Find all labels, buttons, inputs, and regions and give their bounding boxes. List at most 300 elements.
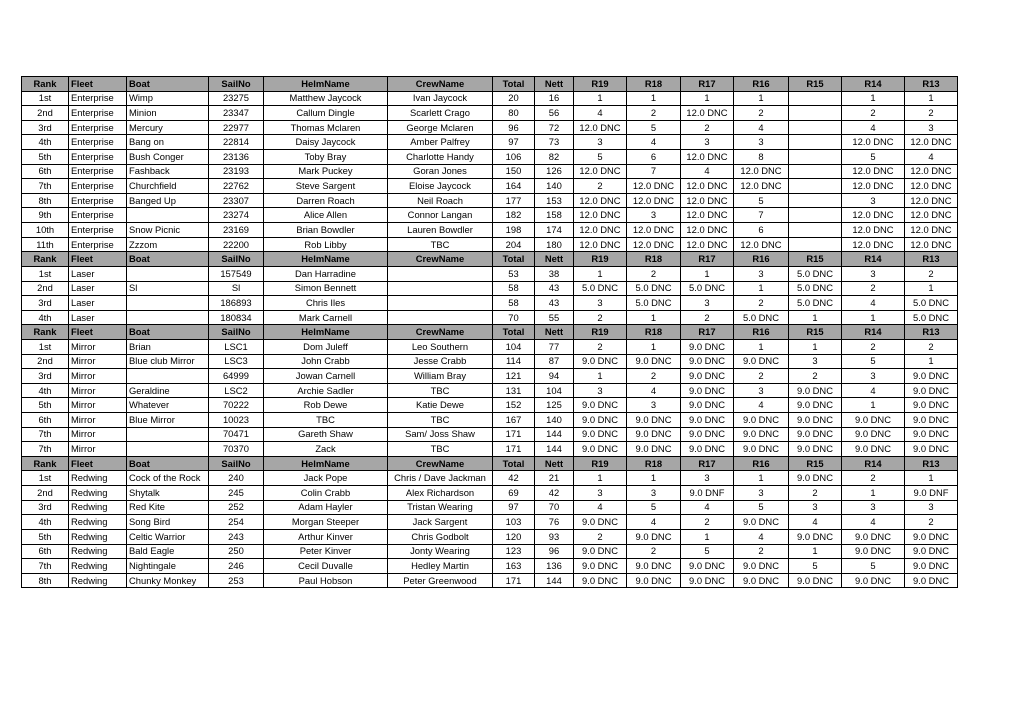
header-cell-sail-no: SailNo	[209, 77, 264, 92]
nett-cell: 144	[535, 573, 574, 588]
r18-cell: 5	[627, 120, 681, 135]
fleet-cell: Enterprise	[69, 208, 127, 223]
boat-cell: Minion	[127, 106, 209, 121]
rank-cell: 11th	[22, 237, 69, 252]
helm-name-cell: Jack Pope	[264, 471, 388, 486]
header-cell-crew-name: CrewName	[388, 325, 493, 340]
r16-cell: 9.0 DNC	[734, 515, 789, 530]
nett-cell: 104	[535, 383, 574, 398]
result-row	[22, 135, 958, 150]
crew-name-cell	[388, 296, 493, 311]
r14-cell: 2	[842, 106, 905, 121]
total-cell: 182	[493, 208, 535, 223]
r13-cell: 9.0 DNC	[905, 369, 958, 384]
r18-cell: 12.0 DNC	[627, 223, 681, 238]
header-cell-r14: R14	[842, 456, 905, 471]
fleet-cell: Redwing	[69, 573, 127, 588]
r13-cell: 12.0 DNC	[905, 223, 958, 238]
total-cell: 204	[493, 237, 535, 252]
helm-name-cell: Peter Kinver	[264, 544, 388, 559]
crew-name-cell: TBC	[388, 442, 493, 457]
helm-name-cell: Cecil Duvalle	[264, 559, 388, 574]
helm-name-cell: Dom Juleff	[264, 339, 388, 354]
r18-cell: 9.0 DNC	[627, 354, 681, 369]
header-cell-nett: Nett	[535, 325, 574, 340]
r14-cell: 5	[842, 150, 905, 165]
header-cell-rank: Rank	[22, 77, 69, 92]
rank-cell: 4th	[22, 310, 69, 325]
header-row-enterprise	[22, 77, 958, 92]
r16-cell: 2	[734, 369, 789, 384]
header-cell-helm-name: HelmName	[264, 456, 388, 471]
r14-cell: 2	[842, 339, 905, 354]
result-row	[22, 354, 958, 369]
result-row	[22, 164, 958, 179]
total-cell: 97	[493, 500, 535, 515]
sail-no-cell: 22200	[209, 237, 264, 252]
result-row	[22, 193, 958, 208]
sail-no-cell: 240	[209, 471, 264, 486]
boat-cell: Cock of the Rock	[127, 471, 209, 486]
r19-cell: 3	[574, 383, 627, 398]
fleet-cell: Mirror	[69, 339, 127, 354]
r14-cell: 9.0 DNC	[842, 544, 905, 559]
r14-cell: 12.0 DNC	[842, 208, 905, 223]
r17-cell: 4	[681, 164, 734, 179]
header-cell-r19: R19	[574, 456, 627, 471]
nett-cell: 136	[535, 559, 574, 574]
r14-cell: 2	[842, 471, 905, 486]
fleet-cell: Enterprise	[69, 150, 127, 165]
sail-no-cell: 10023	[209, 413, 264, 428]
rank-cell: 6th	[22, 544, 69, 559]
r13-cell: 2	[905, 339, 958, 354]
r17-cell: 9.0 DNC	[681, 383, 734, 398]
sail-no-cell: LSC2	[209, 383, 264, 398]
header-cell-r17: R17	[681, 77, 734, 92]
r17-cell: 9.0 DNC	[681, 339, 734, 354]
fleet-cell: Mirror	[69, 427, 127, 442]
header-cell-r14: R14	[842, 252, 905, 267]
header-cell-total: Total	[493, 77, 535, 92]
crew-name-cell: TBC	[388, 237, 493, 252]
fleet-cell: Mirror	[69, 413, 127, 428]
crew-name-cell: Tristan Wearing	[388, 500, 493, 515]
crew-name-cell: Eloise Jaycock	[388, 179, 493, 194]
rank-cell: 9th	[22, 208, 69, 223]
r18-cell: 2	[627, 106, 681, 121]
r17-cell: 1	[681, 529, 734, 544]
nett-cell: 158	[535, 208, 574, 223]
crew-name-cell: Charlotte Handy	[388, 150, 493, 165]
total-cell: 167	[493, 413, 535, 428]
boat-cell	[127, 208, 209, 223]
nett-cell: 72	[535, 120, 574, 135]
r18-cell: 5.0 DNC	[627, 296, 681, 311]
r14-cell: 4	[842, 515, 905, 530]
helm-name-cell: Adam Hayler	[264, 500, 388, 515]
crew-name-cell	[388, 310, 493, 325]
r15-cell: 1	[789, 310, 842, 325]
r14-cell: 9.0 DNC	[842, 413, 905, 428]
r13-cell: 5.0 DNC	[905, 310, 958, 325]
nett-cell: 96	[535, 544, 574, 559]
r16-cell: 9.0 DNC	[734, 442, 789, 457]
r15-cell: 2	[789, 486, 842, 501]
boat-cell	[127, 310, 209, 325]
r13-cell: 12.0 DNC	[905, 135, 958, 150]
sail-no-cell: 157549	[209, 266, 264, 281]
r19-cell: 9.0 DNC	[574, 427, 627, 442]
r17-cell: 9.0 DNC	[681, 573, 734, 588]
helm-name-cell: Paul Hobson	[264, 573, 388, 588]
r16-cell: 2	[734, 296, 789, 311]
header-cell-r18: R18	[627, 456, 681, 471]
r19-cell: 9.0 DNC	[574, 413, 627, 428]
helm-name-cell: Mark Carnell	[264, 310, 388, 325]
r15-cell	[789, 237, 842, 252]
crew-name-cell: Peter Greenwood	[388, 573, 493, 588]
helm-name-cell: Colin Crabb	[264, 486, 388, 501]
header-cell-r13: R13	[905, 325, 958, 340]
r15-cell: 5.0 DNC	[789, 266, 842, 281]
total-cell: 198	[493, 223, 535, 238]
total-cell: 96	[493, 120, 535, 135]
header-cell-r15: R15	[789, 456, 842, 471]
r15-cell	[789, 208, 842, 223]
rank-cell: 6th	[22, 413, 69, 428]
sail-no-cell: 70222	[209, 398, 264, 413]
header-row-mirror	[22, 325, 958, 340]
r16-cell: 1	[734, 339, 789, 354]
r15-cell	[789, 179, 842, 194]
fleet-cell: Laser	[69, 296, 127, 311]
r19-cell: 9.0 DNC	[574, 515, 627, 530]
header-cell-total: Total	[493, 456, 535, 471]
boat-cell: Shytalk	[127, 486, 209, 501]
header-cell-fleet: Fleet	[69, 456, 127, 471]
header-row-redwing	[22, 456, 958, 471]
total-cell: 121	[493, 369, 535, 384]
results-table	[21, 76, 958, 588]
total-cell: 152	[493, 398, 535, 413]
r14-cell: 12.0 DNC	[842, 237, 905, 252]
crew-name-cell: Jack Sargent	[388, 515, 493, 530]
r14-cell: 9.0 DNC	[842, 427, 905, 442]
r13-cell: 3	[905, 120, 958, 135]
r18-cell: 3	[627, 208, 681, 223]
result-row	[22, 573, 958, 588]
crew-name-cell: TBC	[388, 383, 493, 398]
header-cell-r18: R18	[627, 252, 681, 267]
nett-cell: 174	[535, 223, 574, 238]
header-cell-boat: Boat	[127, 456, 209, 471]
r15-cell: 1	[789, 339, 842, 354]
r19-cell: 1	[574, 369, 627, 384]
nett-cell: 180	[535, 237, 574, 252]
result-row	[22, 398, 958, 413]
result-row	[22, 91, 958, 106]
r17-cell: 12.0 DNC	[681, 237, 734, 252]
rank-cell: 6th	[22, 164, 69, 179]
r16-cell: 1	[734, 471, 789, 486]
crew-name-cell: Neil Roach	[388, 193, 493, 208]
r15-cell	[789, 193, 842, 208]
helm-name-cell: Dan Harradine	[264, 266, 388, 281]
r19-cell: 9.0 DNC	[574, 573, 627, 588]
r15-cell: 5.0 DNC	[789, 281, 842, 296]
header-cell-boat: Boat	[127, 252, 209, 267]
nett-cell: 144	[535, 442, 574, 457]
header-cell-r13: R13	[905, 252, 958, 267]
r17-cell: 5.0 DNC	[681, 281, 734, 296]
result-row	[22, 150, 958, 165]
nett-cell: 76	[535, 515, 574, 530]
r14-cell: 9.0 DNC	[842, 573, 905, 588]
boat-cell: Wimp	[127, 91, 209, 106]
r18-cell: 9.0 DNC	[627, 427, 681, 442]
r14-cell: 2	[842, 281, 905, 296]
r18-cell: 4	[627, 515, 681, 530]
r13-cell: 3	[905, 500, 958, 515]
r16-cell: 9.0 DNC	[734, 427, 789, 442]
r15-cell: 4	[789, 515, 842, 530]
r13-cell: 2	[905, 266, 958, 281]
crew-name-cell: Chris Godbolt	[388, 529, 493, 544]
boat-cell: Fashback	[127, 164, 209, 179]
r16-cell: 4	[734, 398, 789, 413]
r17-cell: 3	[681, 296, 734, 311]
boat-cell: Celtic Warrior	[127, 529, 209, 544]
header-cell-helm-name: HelmName	[264, 252, 388, 267]
result-row	[22, 266, 958, 281]
header-cell-sail-no: SailNo	[209, 456, 264, 471]
r18-cell: 9.0 DNC	[627, 413, 681, 428]
r18-cell: 1	[627, 471, 681, 486]
boat-cell	[127, 442, 209, 457]
result-row	[22, 515, 958, 530]
header-row-laser	[22, 252, 958, 267]
result-row	[22, 529, 958, 544]
nett-cell: 55	[535, 310, 574, 325]
boat-cell: Red Kite	[127, 500, 209, 515]
total-cell: 104	[493, 339, 535, 354]
r16-cell: 5	[734, 193, 789, 208]
rank-cell: 7th	[22, 559, 69, 574]
helm-name-cell: TBC	[264, 413, 388, 428]
sail-no-cell: 254	[209, 515, 264, 530]
r18-cell: 12.0 DNC	[627, 179, 681, 194]
r14-cell: 12.0 DNC	[842, 164, 905, 179]
header-cell-r16: R16	[734, 252, 789, 267]
header-cell-crew-name: CrewName	[388, 77, 493, 92]
r15-cell: 9.0 DNC	[789, 383, 842, 398]
r13-cell: 12.0 DNC	[905, 179, 958, 194]
helm-name-cell: John Crabb	[264, 354, 388, 369]
r13-cell: 5.0 DNC	[905, 296, 958, 311]
header-cell-r14: R14	[842, 325, 905, 340]
helm-name-cell: Matthew Jaycock	[264, 91, 388, 106]
r15-cell: 5.0 DNC	[789, 296, 842, 311]
r14-cell: 3	[842, 500, 905, 515]
rank-cell: 2nd	[22, 486, 69, 501]
sail-no-cell: 23275	[209, 91, 264, 106]
crew-name-cell: Amber Palfrey	[388, 135, 493, 150]
r14-cell: 4	[842, 120, 905, 135]
r17-cell: 1	[681, 266, 734, 281]
rank-cell: 2nd	[22, 354, 69, 369]
header-cell-fleet: Fleet	[69, 325, 127, 340]
helm-name-cell: Steve Sargent	[264, 179, 388, 194]
nett-cell: 77	[535, 339, 574, 354]
total-cell: 131	[493, 383, 535, 398]
boat-cell: Mercury	[127, 120, 209, 135]
rank-cell: 5th	[22, 150, 69, 165]
total-cell: 163	[493, 559, 535, 574]
header-cell-r16: R16	[734, 456, 789, 471]
boat-cell: Bush Conger	[127, 150, 209, 165]
r13-cell: 1	[905, 471, 958, 486]
fleet-cell: Redwing	[69, 529, 127, 544]
r16-cell: 5.0 DNC	[734, 310, 789, 325]
nett-cell: 73	[535, 135, 574, 150]
r14-cell: 1	[842, 486, 905, 501]
crew-name-cell: Jesse Crabb	[388, 354, 493, 369]
crew-name-cell: Alex Richardson	[388, 486, 493, 501]
r15-cell: 3	[789, 354, 842, 369]
fleet-cell: Redwing	[69, 471, 127, 486]
header-cell-r19: R19	[574, 325, 627, 340]
nett-cell: 140	[535, 413, 574, 428]
r19-cell: 12.0 DNC	[574, 223, 627, 238]
result-row	[22, 442, 958, 457]
r19-cell: 2	[574, 339, 627, 354]
r19-cell: 12.0 DNC	[574, 237, 627, 252]
r17-cell: 2	[681, 515, 734, 530]
total-cell: 150	[493, 164, 535, 179]
r18-cell: 2	[627, 266, 681, 281]
fleet-cell: Mirror	[69, 398, 127, 413]
r13-cell: 9.0 DNC	[905, 413, 958, 428]
result-row	[22, 427, 958, 442]
rank-cell: 8th	[22, 193, 69, 208]
header-cell-nett: Nett	[535, 252, 574, 267]
r18-cell: 3	[627, 486, 681, 501]
rank-cell: 1st	[22, 471, 69, 486]
crew-name-cell: George Mclaren	[388, 120, 493, 135]
helm-name-cell: Toby Bray	[264, 150, 388, 165]
r16-cell: 12.0 DNC	[734, 237, 789, 252]
r18-cell: 4	[627, 383, 681, 398]
rank-cell: 4th	[22, 515, 69, 530]
sail-no-cell: 180834	[209, 310, 264, 325]
crew-name-cell: Connor Langan	[388, 208, 493, 223]
r17-cell: 9.0 DNC	[681, 559, 734, 574]
header-cell-r19: R19	[574, 252, 627, 267]
sail-no-cell: 253	[209, 573, 264, 588]
total-cell: 177	[493, 193, 535, 208]
r19-cell: 9.0 DNC	[574, 559, 627, 574]
helm-name-cell: Gareth Shaw	[264, 427, 388, 442]
rank-cell: 5th	[22, 529, 69, 544]
r14-cell: 3	[842, 369, 905, 384]
r16-cell: 7	[734, 208, 789, 223]
result-row	[22, 339, 958, 354]
r16-cell: 12.0 DNC	[734, 179, 789, 194]
crew-name-cell	[388, 281, 493, 296]
r17-cell: 9.0 DNC	[681, 398, 734, 413]
r16-cell: 8	[734, 150, 789, 165]
r17-cell: 2	[681, 120, 734, 135]
r16-cell: 1	[734, 91, 789, 106]
header-cell-r17: R17	[681, 456, 734, 471]
r19-cell: 12.0 DNC	[574, 120, 627, 135]
total-cell: 97	[493, 135, 535, 150]
boat-cell: Bald Eagle	[127, 544, 209, 559]
total-cell: 53	[493, 266, 535, 281]
sail-no-cell: 23193	[209, 164, 264, 179]
r18-cell: 3	[627, 398, 681, 413]
crew-name-cell: William Bray	[388, 369, 493, 384]
sail-no-cell: 64999	[209, 369, 264, 384]
r17-cell: 9.0 DNC	[681, 427, 734, 442]
fleet-cell: Enterprise	[69, 91, 127, 106]
sail-no-cell: 70370	[209, 442, 264, 457]
r16-cell: 4	[734, 120, 789, 135]
boat-cell: Nightingale	[127, 559, 209, 574]
fleet-cell: Enterprise	[69, 120, 127, 135]
r13-cell: 1	[905, 281, 958, 296]
rank-cell: 3rd	[22, 120, 69, 135]
fleet-cell: Mirror	[69, 442, 127, 457]
r18-cell: 4	[627, 135, 681, 150]
nett-cell: 125	[535, 398, 574, 413]
helm-name-cell: Morgan Steeper	[264, 515, 388, 530]
r17-cell: 3	[681, 471, 734, 486]
total-cell: 58	[493, 281, 535, 296]
r18-cell: 12.0 DNC	[627, 193, 681, 208]
nett-cell: 38	[535, 266, 574, 281]
total-cell: 69	[493, 486, 535, 501]
header-cell-r14: R14	[842, 77, 905, 92]
helm-name-cell: Chris Iles	[264, 296, 388, 311]
total-cell: 58	[493, 296, 535, 311]
fleet-cell: Enterprise	[69, 223, 127, 238]
r16-cell: 3	[734, 486, 789, 501]
boat-cell: Sl	[127, 281, 209, 296]
total-cell: 171	[493, 427, 535, 442]
result-row	[22, 500, 958, 515]
r19-cell: 3	[574, 296, 627, 311]
r19-cell: 1	[574, 471, 627, 486]
r17-cell: 4	[681, 500, 734, 515]
r14-cell: 5	[842, 559, 905, 574]
helm-name-cell: Archie Sadler	[264, 383, 388, 398]
header-cell-r15: R15	[789, 325, 842, 340]
r14-cell: 5	[842, 354, 905, 369]
sail-no-cell: 23169	[209, 223, 264, 238]
r15-cell: 9.0 DNC	[789, 427, 842, 442]
fleet-cell: Laser	[69, 266, 127, 281]
r14-cell: 12.0 DNC	[842, 135, 905, 150]
nett-cell: 144	[535, 427, 574, 442]
r18-cell: 2	[627, 544, 681, 559]
r16-cell: 4	[734, 529, 789, 544]
boat-cell	[127, 369, 209, 384]
total-cell: 171	[493, 573, 535, 588]
r16-cell: 9.0 DNC	[734, 413, 789, 428]
r18-cell: 7	[627, 164, 681, 179]
